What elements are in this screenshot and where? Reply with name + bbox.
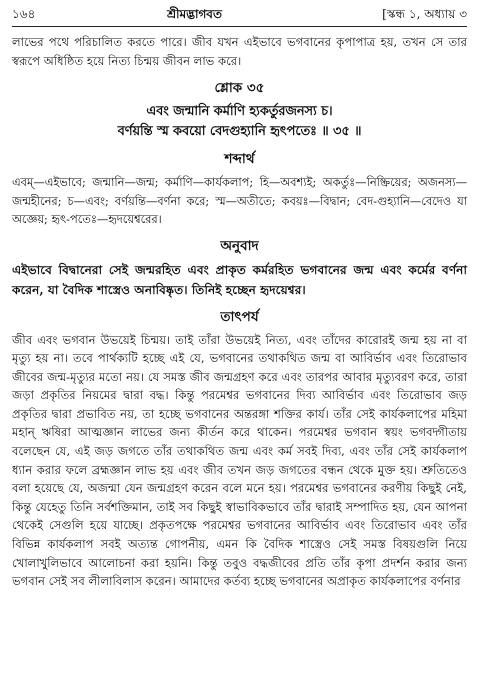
intro-paragraph: লাভের পথে পরিচালিত করতে পারে। জীব যখন এইভাবে ভগবানের কৃপাপাত্র হয়, তখন সে তার স্বরূপে অধিষ্ঠিত হয়ে নিত্য চিন্ময় জীবন লাভ করে। [12, 35, 467, 68]
chapter-reference: [স্কন্ধ ১, অধ্যায় ৩ [382, 7, 467, 21]
translation-heading: অনুবাদ [220, 237, 259, 254]
page-header [12, 6, 467, 27]
verse-heading: শ্লোক ৩৫ [214, 80, 265, 96]
purport-heading: তাৎপর্য [220, 308, 259, 325]
verse-line-2: বর্ণয়ন্তি স্ম কবয়ো বেদগুহ্যানি হৃৎপতেঃ ॥ ৩৫ ॥ [117, 124, 362, 139]
purport-paragraph: জীব এবং ভগবান উভয়েই চিন্ময়। তাই তাঁরা উভয়েই নিত্য, এবং তাঁদের কারোরই জন্ম হয় না বা মৃত্যু হয় না। তবে পার্থক্যটি হচ্ছে এই যে, ভগবানের তথাকথিত জন্ম বা আবির্ভাব এবং তিরোভাব জীবের জন্ম-মৃত্যুর মতো নয়। যে সমস্ত জীব জন্মগ্রহণ করে এবং তারপর আবার মৃত্যুবরণ করে, তারা জড়া প্রকৃতির নিয়মের দ্বারা বদ্ধ। কিন্তু পরমেশ্বর ভগবানের দিব্য আবির্ভাব এবং তিরোভাব জড় প্রকৃতির দ্বারা প্রভাবিত নয়, তা হচ্ছে ভগবানের অন্তরঙ্গা শক্তির কার্য। তাঁর সেই কার্যকলাপের মহিমা মহান্ ঋষিরা আত্মজ্ঞান লাভের জন্য কীর্তন করে থাকেন। পরমেশ্বর ভগবান স্বয়ং ভগবদ্গীতায় বলেছেন যে, এই জড় জগতে তাঁর তথাকথিত জন্ম এবং কর্ম সবই দিব্য, এবং তাঁর সেই কার্যকলাপ ধ্যান করার ফলে ব্রহ্মজ্ঞান লাভ হয় এবং জীব তখন জড় জগতের বন্ধন থেকে মুক্ত হয়। শ্রুতিতেও বলা হয়েছে যে, অজন্মা যেন জন্মগ্রহণ করেন বলে মনে হয়। পরমেশ্বর ভগবানের করণীয় কিছুই নেই, কিন্তু যেহেতু তিনি সর্বশক্তিমান, তাই সব কিছুই স্বাভাবিকভাবে তাঁর দ্বারাই সম্পাদিত হয়, যেন আপনা থেকেই সেগুলি হয়ে যাচ্ছে। প্রকৃতপক্ষে পরমেশ্বর ভগবানের আবির্ভাব এবং তিরোভাব এবং তাঁর বিভিন্ন কার্যকলাপ সবই অত্যন্ত গোপনীয়, এমন কি বৈদিক শাস্ত্রেও সেই সমস্ত বিষয়গুলি নিয়ে খোলাখুলিভাবে আলোচনা করা হয়নি। কিন্তু তবুও বদ্ধজীবের প্রতি তাঁর কৃপা প্রদর্শন করার জন্য ভগবান সেই সব লীলাবিলাস করেন। আমাদের কর্তব্য হচ্ছে ভগবানের অপ্রাকৃত কার্যকলাপের বর্ণনার [12, 332, 467, 589]
synonyms-heading: শব্দার্থ [224, 151, 255, 167]
synonyms-paragraph: এবম্—এইভাবে; জন্মানি—জন্ম; কর্মাণি—কার্যকলাপ; হি—অবশ্যই; অকর্তুঃ—নিষ্ক্রিয়ের; অজনস্য—জন্মহীনের; চ—এবং; বর্ণয়ন্তি—বর্ণনা করে; স্ম—অতীতে; কবয়ঃ—বিদ্বান; বেদ-গুহ্যানি—বেদেও যা অজ্ঞেয়; হৃৎ-পতেঃ—হৃদয়েশ্বরের। [12, 175, 467, 226]
book-title: শ্রীমদ্ভাগবত [166, 7, 222, 21]
page-number: ১৬৪ [12, 7, 36, 21]
verse-line-1: এবং জন্মানি কর্মাণি হ্যকর্তুরজনস্য চ। [146, 104, 333, 119]
translation-paragraph: এইভাবে বিদ্বানেরা সেই জন্মরহিত এবং প্রাকৃত কর্মরহিত ভগবানের জন্ম এবং কর্মের বর্ণনা করেন, যা বৈদিক শাস্ত্রেও অনাবিষ্কৃত। তিনিই হচ্ছেন হৃদয়েশ্বর। [12, 262, 467, 297]
